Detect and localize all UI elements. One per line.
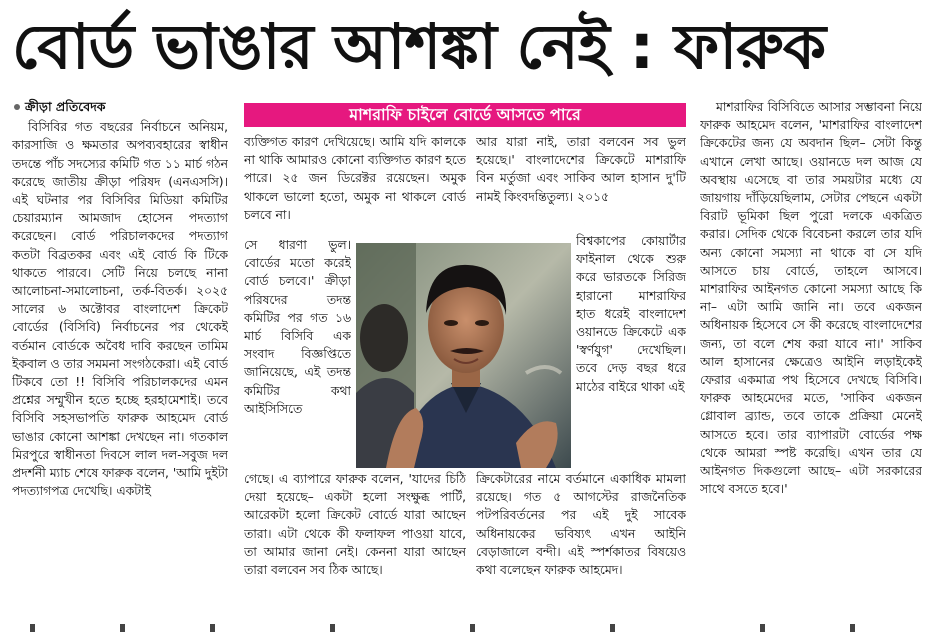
paragraph: সে ধারণা ভুল। বোর্ডের মতো করেই বোর্ড চলবে।' ক্রীড়া পরিষদের তদন্ত কমিটির পর গত ১৬ মার্চ বিসিবি এক সংবাদ বিজ্ঞপ্তিতে জানিয়েছে, এই তদন্ত কমিটির কথা আইসিসিতে xyxy=(244,238,351,416)
article-column-2-top xyxy=(244,133,466,237)
paragraph: ক্রিকেটারের নামে বর্তমানে একাধিক মামলা রয়েছে। গত ৫ আগস্টের রাজনৈতিক পটপরিবর্তনের পর এই দুই সাবেক অধিনায়কের ভবিষ্যৎ এখন আইনি বেড়াজালে বন্দী। এই স্পর্শকাতর বিষয়েও কথা বলেছেন ফারুক আহমেদ। xyxy=(476,472,686,578)
article-column-2-bottom xyxy=(244,470,466,620)
bullet-icon xyxy=(14,104,20,110)
article-column-1 xyxy=(12,98,228,618)
paragraph: আর যারা নাই, তারা বলবেন সব ভুল হয়েছে।' বাংলাদেশের ক্রিকেটে মাশরাফি বিন মর্তুজা এবং সাকিব আল হাসান দু'টি নামই কিংবদন্তিতুল্য। ২০১৫ xyxy=(476,135,686,204)
article-column-2-wrap xyxy=(244,236,351,462)
article-column-3-bottom xyxy=(476,470,686,620)
subheadline-banner: মাশরাফি চাইলে বোর্ডে আসতে পারে xyxy=(244,103,686,127)
article-column-3-top xyxy=(476,133,686,233)
paragraph: বিশ্বকাপের কোয়ার্টার ফাইনাল থেকে শুরু করে ভারতকে সিরিজ হারানো মাশরাফির হাত ধরেই বাংলাদেশ ওয়ানডে ক্রিকেটে এক 'স্বর্ণযুগ' দেখেছিল। তবে দেড় বছর ধরে মাঠের বাইরে থাকা এই xyxy=(576,234,686,394)
paragraph: মাশরাফির বিসিবিতে আসার সম্ভাবনা নিয়ে ফারুক আহমেদ বলেন, 'মাশরাফির বাংলাদেশ ক্রিকেটের জন্য যে অবদান ছিল– সেটা কিন্তু এখানে লেখা আছে। ওয়ানডে দল আজ যে অবস্থায় এসেছে বা তার সময়টার মধ্যে যে জায়গায় দাঁড়িয়েছিলাম, সেটার পেছনে একটা বিরাট ভূমিকা ছিল পুরো দলকে একত্রিত করার। সেদিক থেকে বিবেচনা করলে তার যদি অন্য কোনো সমস্যা না থাকে বা সে যদি আসতে চায় বোর্ডে, তাহলে আসবে। মাশরাফির আইনগত কোনো সমস্যা আছে কি না– এটা আমি জানি না। তবে একজন অধিনায়ক হিসেবে সে কী করেছে বাংলাদেশের জন্য, তা বলে শেষ করা যাবে না।' সাকিব আল হাসানের ক্ষেত্রেও আইনি লড়াইকেই ফেরার একমাত্র পথ হিসেবে দেখছে বিসিবি। ফারুক আহমেদের মতে, 'সাকিব একজন গ্লোবাল ব্র্যান্ড, তবে তাকে প্রক্রিয়া মেনেই আসতে হবে। তার ব্যাপারটা বোর্ডের পক্ষ থেকে আমরা স্পষ্ট করেছি। এখন তার যে আইনগত দিকগুলো আছে– এটা সরকারের সাথে বসতে হবে।' xyxy=(700,100,922,497)
portrait-photo xyxy=(356,243,571,468)
byline xyxy=(12,98,228,116)
article-column-4 xyxy=(700,98,922,618)
headline: বোর্ড ভাঙার আশঙ্কা নেই : ফারুক xyxy=(12,10,826,83)
byline-text: ক্রীড়া প্রতিবেদক xyxy=(25,99,106,114)
article-column-3-wrap xyxy=(576,232,686,468)
next-line-fragments xyxy=(0,622,934,632)
paragraph: বিসিবির গত বছরের নির্বাচনে অনিয়ম, কারসাজি ও ক্ষমতার অপব্যবহারের স্বাধীন তদন্তে পাঁচ সদস্যের কমিটি গত ১১ মার্চ গঠন করেছে জাতীয় ক্রীড়া পরিষদ (এনএসসি)। এই ঘটনার পর বিসিবির মিডিয়া কমিটির চেয়ারম্যান আমজাদ হোসেন পদত্যাগ করেছেন। বোর্ড পরিচালকদের পদত্যাগ কতটা বিব্রতকর এবং এই বোর্ড কি টিকে থাকতে পারবে। সেটি নিয়ে চলছে নানা আলোচনা-সমালোচনা, তর্ক-বিতর্ক। ২০২৫ সালের ৬ অক্টোবর বাংলাদেশ ক্রিকেট বোর্ডের (বিসিবি) নির্বাচনের পর থেকেই বর্তমান বোর্ডকে অবৈধ দাবি করছেন তামিম ইকবাল ও তার সমমনা সংগঠকেরা। এই বোর্ড টিকবে তো !! বিসিবি পরিচালকদের এমন প্রশ্নের সম্মুখীন হতে হচ্ছে হরহামেশাই। তবে বিসিবি সহসভাপতি ফারুক আহমেদ বোর্ড ভাঙার কোনো আশঙ্কা দেখছেন না। গতকাল মিরপুরে স্বাধীনতা দিবসে লাল দল-সবুজ দল প্রদর্শনী ম্যাচ শেষে ফারুক বলেন, 'আমি দুইটা পদত্যাগপত্র দেখেছি। একটাই xyxy=(12,120,228,499)
paragraph: ব্যক্তিগত কারণ দেখিয়েছে। আমি যদি কালকে না থাকি আমারও কোনো ব্যক্তিগত কারণ হতে পারে। ২৫ জন ডিরেক্টর রয়েছেন। অমুক থাকলে ভালো হতো, অমুক না থাকলে বোর্ড চলবে না। xyxy=(244,135,466,222)
person-photo-illustration xyxy=(356,243,571,468)
paragraph: গেছে। এ ব্যাপারে ফারুক বলেন, 'যাদের চিঠি দেয়া হয়েছে– একটা হলো সংক্ষুব্ধ পার্টি, আরেকটা হলো ক্রিকেট বোর্ডে যারা আছেন তারা। এটা থেকে কী ফলাফল পাওয়া যাবে, তা আমার জানা নেই। কেননা যারা আছেন তারা বলবেন সব ঠিক আছে। xyxy=(244,472,466,578)
